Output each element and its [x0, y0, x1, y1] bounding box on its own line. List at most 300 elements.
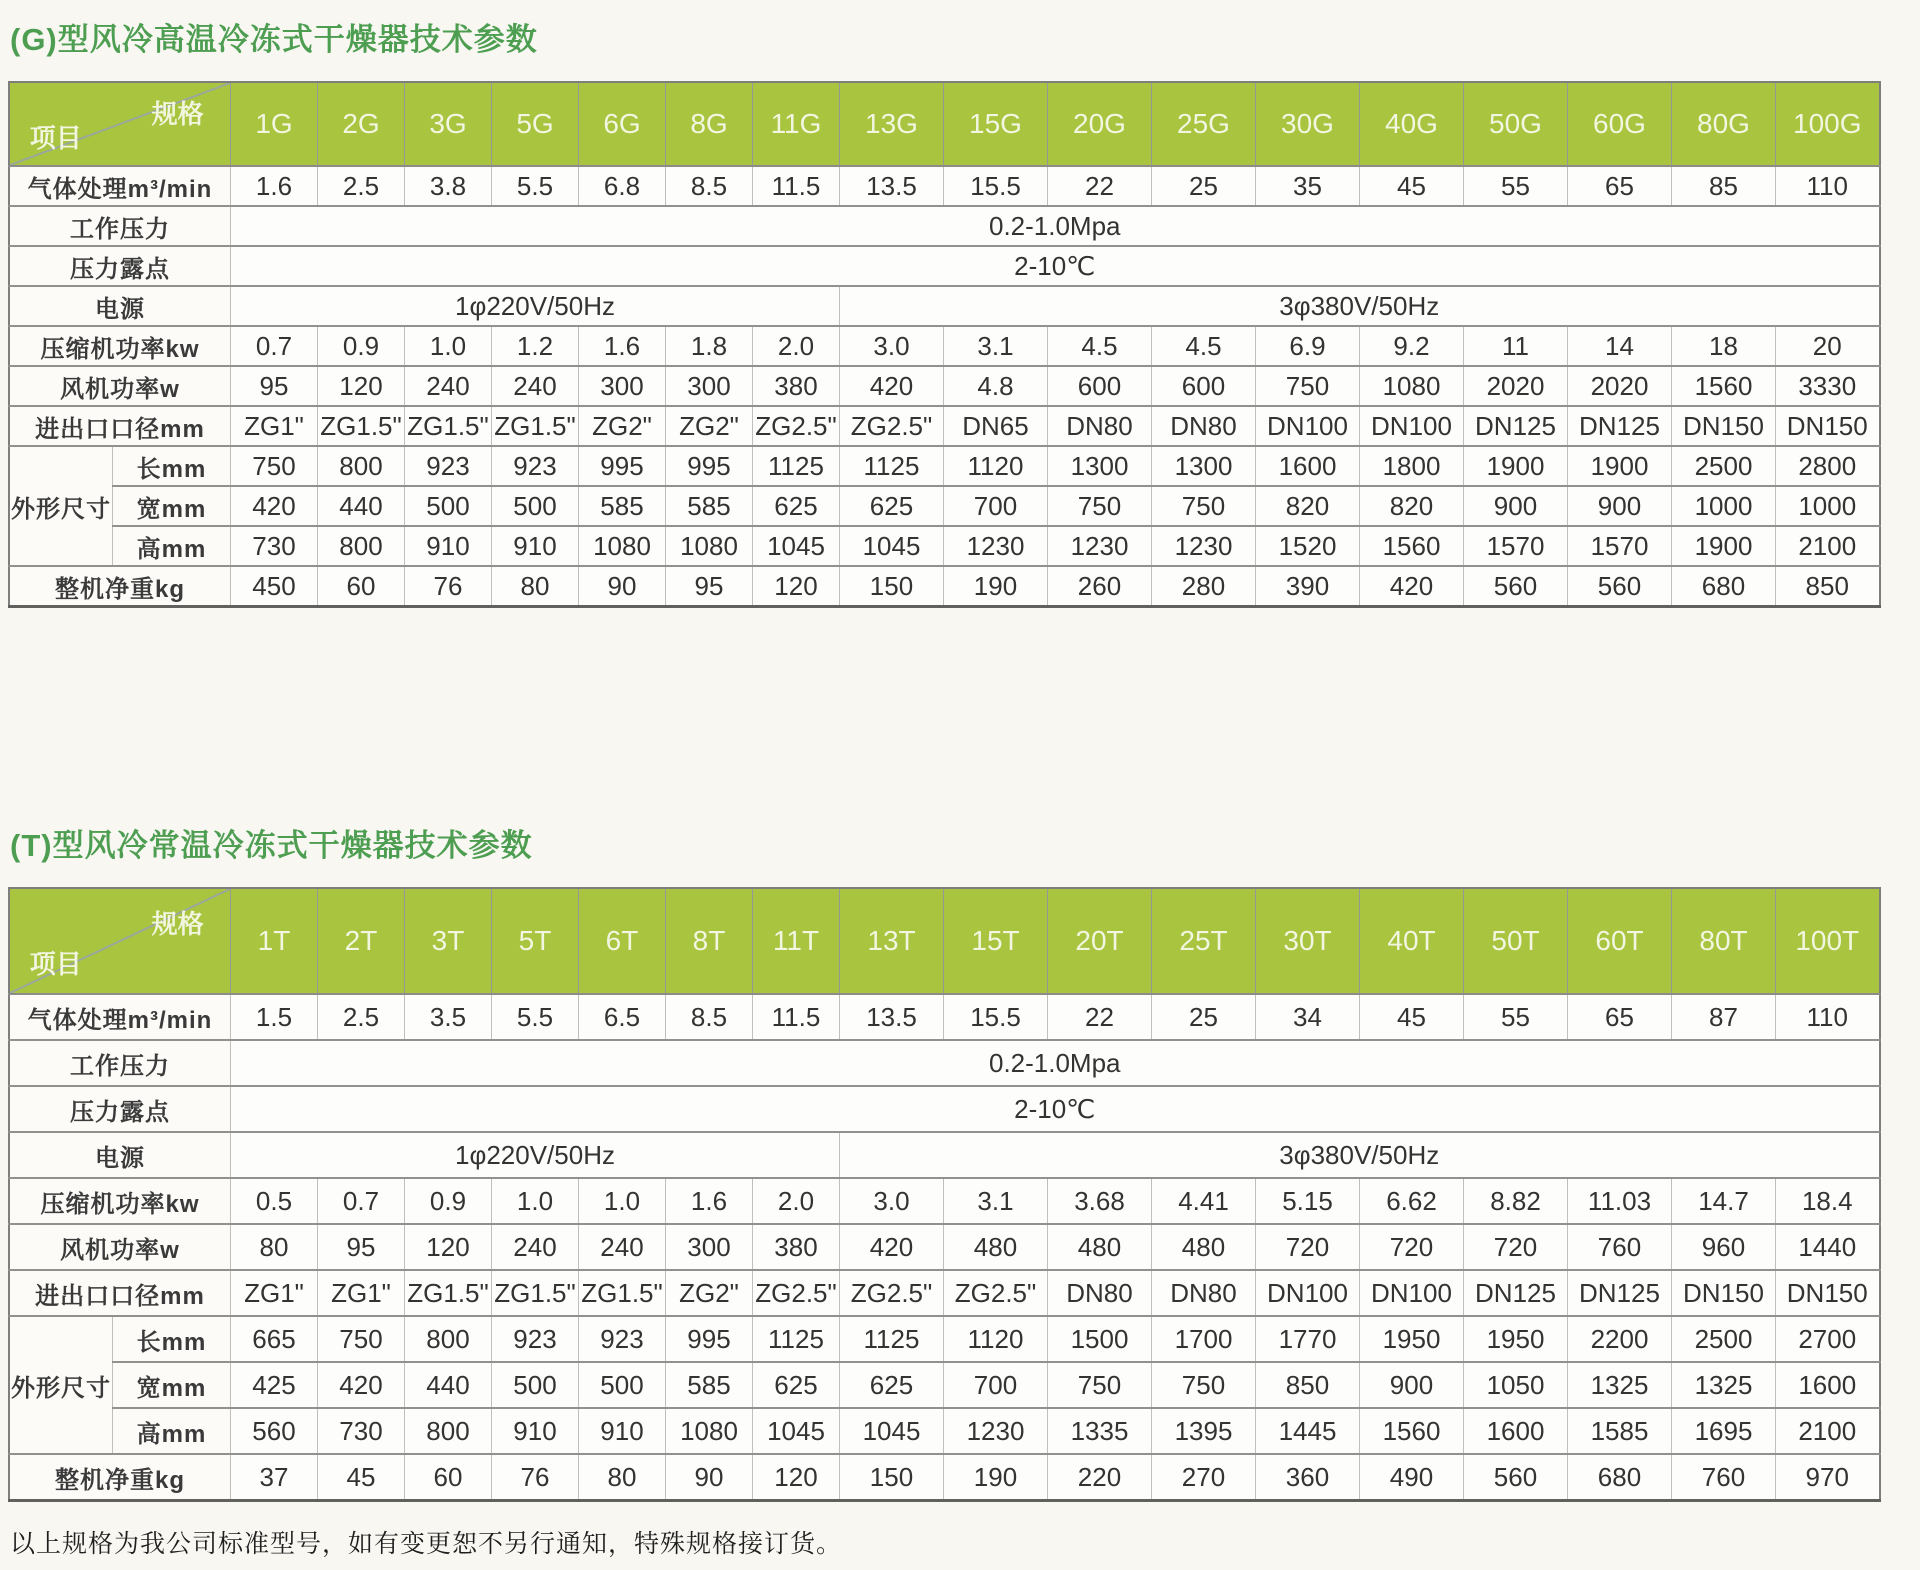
value-cell: 1900	[1568, 446, 1672, 486]
value-cell: 2800	[1776, 446, 1880, 486]
value-cell: 600	[1048, 366, 1152, 406]
value-cell: 55	[1464, 994, 1568, 1040]
value-cell: 2020	[1568, 366, 1672, 406]
value-cell: 1560	[1672, 366, 1776, 406]
value-cell: 2.0	[753, 326, 840, 366]
value-cell: DN80	[1152, 406, 1256, 446]
value-cell: 3.68	[1048, 1178, 1152, 1224]
value-cell: 1900	[1672, 526, 1776, 566]
value-cell: 4.5	[1048, 326, 1152, 366]
value-cell: DN100	[1256, 406, 1360, 446]
value-cell: 3330	[1776, 366, 1880, 406]
value-cell: 750	[1048, 486, 1152, 526]
column-header: 5T	[492, 888, 579, 994]
value-cell: 270	[1152, 1454, 1256, 1501]
row-label: 气体处理m³/min	[9, 166, 231, 206]
value-cell: 2.5	[318, 994, 405, 1040]
value-cell: DN80	[1152, 1270, 1256, 1316]
value-cell: 2500	[1672, 446, 1776, 486]
value-cell: 910	[405, 526, 492, 566]
value-cell: 1600	[1464, 1408, 1568, 1454]
value-cell: 995	[666, 446, 753, 486]
value-cell: 750	[1048, 1362, 1152, 1408]
value-cell: 1500	[1048, 1316, 1152, 1362]
value-cell: ZG2.5"	[944, 1270, 1048, 1316]
value-cell: 37	[231, 1454, 318, 1501]
column-header: 40G	[1360, 82, 1464, 166]
value-cell: 750	[318, 1316, 405, 1362]
merged-value-cell-right: 3φ380V/50Hz	[840, 286, 1880, 326]
row-label: 外形尺寸	[9, 1316, 113, 1454]
value-cell: 1700	[1152, 1316, 1256, 1362]
value-cell: 6.5	[579, 994, 666, 1040]
value-cell: 360	[1256, 1454, 1360, 1501]
table-row	[9, 326, 1880, 366]
row-label: 工作压力	[9, 206, 231, 246]
value-cell: 0.7	[231, 326, 318, 366]
value-cell: 1560	[1360, 1408, 1464, 1454]
value-cell: DN100	[1360, 406, 1464, 446]
value-cell: 3.1	[944, 326, 1048, 366]
value-cell: DN150	[1672, 1270, 1776, 1316]
row-label: 进出口口径mm	[9, 406, 231, 446]
value-cell: 8.82	[1464, 1178, 1568, 1224]
value-cell: 390	[1256, 566, 1360, 607]
value-cell: 260	[1048, 566, 1152, 607]
value-cell: 60	[405, 1454, 492, 1501]
value-cell: 910	[579, 1408, 666, 1454]
value-cell: 14.7	[1672, 1178, 1776, 1224]
value-cell: 850	[1776, 566, 1880, 607]
row-sublabel: 高mm	[113, 526, 231, 566]
value-cell: 750	[1152, 1362, 1256, 1408]
value-cell: 480	[1048, 1224, 1152, 1270]
value-cell: 3.8	[405, 166, 492, 206]
row-label: 外形尺寸	[9, 446, 113, 566]
value-cell: ZG1.5"	[492, 1270, 579, 1316]
value-cell: 120	[753, 1454, 840, 1501]
row-label: 电源	[9, 286, 231, 326]
value-cell: ZG2"	[666, 406, 753, 446]
value-cell: DN150	[1672, 406, 1776, 446]
value-cell: 1.0	[405, 326, 492, 366]
column-header: 2G	[318, 82, 405, 166]
table-row	[9, 1178, 1880, 1224]
row-label: 风机功率w	[9, 366, 231, 406]
row-label: 电源	[9, 1132, 231, 1178]
value-cell: 1300	[1048, 446, 1152, 486]
value-cell: 1.5	[231, 994, 318, 1040]
column-header: 8G	[666, 82, 753, 166]
column-header: 5G	[492, 82, 579, 166]
value-cell: 45	[1360, 166, 1464, 206]
value-cell: 300	[666, 1224, 753, 1270]
value-cell: 480	[944, 1224, 1048, 1270]
value-cell: 800	[318, 526, 405, 566]
value-cell: 450	[231, 566, 318, 607]
value-cell: 1045	[840, 1408, 944, 1454]
table-row	[9, 446, 1880, 486]
value-cell: 500	[492, 1362, 579, 1408]
value-cell: 1230	[944, 526, 1048, 566]
value-cell: 1585	[1568, 1408, 1672, 1454]
corner-item-label: 项目	[29, 948, 82, 979]
column-header: 50T	[1464, 888, 1568, 994]
value-cell: 500	[492, 486, 579, 526]
value-cell: 95	[666, 566, 753, 607]
value-cell: ZG1.5"	[405, 1270, 492, 1316]
value-cell: 2700	[1776, 1316, 1880, 1362]
column-header: 6G	[579, 82, 666, 166]
value-cell: 440	[318, 486, 405, 526]
value-cell: 1120	[944, 446, 1048, 486]
value-cell: 76	[405, 566, 492, 607]
value-cell: 1050	[1464, 1362, 1568, 1408]
value-cell: 22	[1048, 166, 1152, 206]
value-cell: 700	[944, 486, 1048, 526]
value-cell: ZG1.5"	[579, 1270, 666, 1316]
value-cell: 1.6	[666, 1178, 753, 1224]
value-cell: 900	[1360, 1362, 1464, 1408]
value-cell: 34	[1256, 994, 1360, 1040]
value-cell: ZG1"	[318, 1270, 405, 1316]
value-cell: 1600	[1256, 446, 1360, 486]
value-cell: 14	[1568, 326, 1672, 366]
value-cell: 923	[492, 446, 579, 486]
value-cell: 3.1	[944, 1178, 1048, 1224]
g-table-title: (G)型风冷高温冷冻式干燥器技术参数	[10, 22, 538, 57]
column-header: 50G	[1464, 82, 1568, 166]
table-row	[9, 166, 1880, 206]
value-cell: 1230	[944, 1408, 1048, 1454]
row-label: 风机功率w	[9, 1224, 231, 1270]
value-cell: 1.2	[492, 326, 579, 366]
value-cell: 1560	[1360, 526, 1464, 566]
value-cell: 95	[318, 1224, 405, 1270]
row-label: 工作压力	[9, 1040, 231, 1086]
value-cell: ZG2"	[579, 406, 666, 446]
value-cell: 800	[405, 1408, 492, 1454]
value-cell: 6.8	[579, 166, 666, 206]
header-row	[9, 82, 1880, 166]
value-cell: 4.8	[944, 366, 1048, 406]
value-cell: 0.5	[231, 1178, 318, 1224]
value-cell: 490	[1360, 1454, 1464, 1501]
header-row	[9, 888, 1880, 994]
value-cell: 8.5	[666, 166, 753, 206]
value-cell: 90	[666, 1454, 753, 1501]
value-cell: 60	[318, 566, 405, 607]
value-cell: 560	[1464, 566, 1568, 607]
value-cell: ZG2"	[666, 1270, 753, 1316]
value-cell: 750	[1256, 366, 1360, 406]
value-cell: 110	[1776, 166, 1880, 206]
value-cell: 300	[579, 366, 666, 406]
value-cell: 1000	[1672, 486, 1776, 526]
value-cell: 0.9	[318, 326, 405, 366]
table-row	[9, 1362, 1880, 1408]
table-row	[9, 206, 1880, 246]
column-header: 1T	[231, 888, 318, 994]
value-cell: 80	[231, 1224, 318, 1270]
value-cell: 380	[753, 1224, 840, 1270]
value-cell: 90	[579, 566, 666, 607]
value-cell: 35	[1256, 166, 1360, 206]
value-cell: 120	[318, 366, 405, 406]
value-cell: 1900	[1464, 446, 1568, 486]
value-cell: 18.4	[1776, 1178, 1880, 1224]
column-header: 25G	[1152, 82, 1256, 166]
row-label: 压力露点	[9, 246, 231, 286]
value-cell: 2.0	[753, 1178, 840, 1224]
value-cell: 1570	[1568, 526, 1672, 566]
value-cell: 1.0	[579, 1178, 666, 1224]
value-cell: 1125	[840, 446, 944, 486]
value-cell: 910	[492, 1408, 579, 1454]
table-row	[9, 406, 1880, 446]
value-cell: 560	[1464, 1454, 1568, 1501]
value-cell: 2500	[1672, 1316, 1776, 1362]
value-cell: 625	[840, 486, 944, 526]
value-cell: 65	[1568, 166, 1672, 206]
value-cell: 820	[1360, 486, 1464, 526]
row-label: 压缩机功率kw	[9, 326, 231, 366]
value-cell: DN150	[1776, 1270, 1880, 1316]
row-sublabel: 长mm	[113, 446, 231, 486]
row-sublabel: 长mm	[113, 1316, 231, 1362]
value-cell: ZG1.5"	[405, 406, 492, 446]
value-cell: 4.5	[1152, 326, 1256, 366]
value-cell: ZG1"	[231, 406, 318, 446]
column-header: 80G	[1672, 82, 1776, 166]
value-cell: 1125	[840, 1316, 944, 1362]
merged-value-cell: 0.2-1.0Mpa	[231, 1040, 1880, 1086]
column-header: 1G	[231, 82, 318, 166]
value-cell: 910	[492, 526, 579, 566]
value-cell: 3.0	[840, 1178, 944, 1224]
row-label: 整机净重kg	[9, 566, 231, 607]
value-cell: 2.5	[318, 166, 405, 206]
value-cell: DN80	[1048, 406, 1152, 446]
value-cell: 220	[1048, 1454, 1152, 1501]
merged-value-cell-left: 1φ220V/50Hz	[231, 286, 840, 326]
value-cell: 440	[405, 1362, 492, 1408]
value-cell: 87	[1672, 994, 1776, 1040]
value-cell: 625	[753, 1362, 840, 1408]
column-header: 11G	[753, 82, 840, 166]
value-cell: 20	[1776, 326, 1880, 366]
value-cell: 1045	[753, 1408, 840, 1454]
value-cell: DN125	[1568, 1270, 1672, 1316]
row-label: 整机净重kg	[9, 1454, 231, 1501]
value-cell: 150	[840, 1454, 944, 1501]
value-cell: 420	[318, 1362, 405, 1408]
value-cell: 560	[1568, 566, 1672, 607]
value-cell: 420	[1360, 566, 1464, 607]
value-cell: 2100	[1776, 526, 1880, 566]
table-row	[9, 286, 1880, 326]
value-cell: 13.5	[840, 166, 944, 206]
value-cell: 923	[492, 1316, 579, 1362]
value-cell: 380	[753, 366, 840, 406]
value-cell: 1045	[753, 526, 840, 566]
value-cell: 55	[1464, 166, 1568, 206]
value-cell: 1125	[753, 1316, 840, 1362]
column-header: 80T	[1672, 888, 1776, 994]
value-cell: 22	[1048, 994, 1152, 1040]
column-header: 100T	[1776, 888, 1880, 994]
value-cell: 1080	[666, 1408, 753, 1454]
value-cell: 1.6	[579, 326, 666, 366]
column-header: 11T	[753, 888, 840, 994]
row-label: 压力露点	[9, 1086, 231, 1132]
value-cell: 15.5	[944, 166, 1048, 206]
column-header: 20G	[1048, 82, 1152, 166]
value-cell: 150	[840, 566, 944, 607]
column-header: 30G	[1256, 82, 1360, 166]
value-cell: 425	[231, 1362, 318, 1408]
value-cell: 680	[1672, 566, 1776, 607]
value-cell: DN100	[1360, 1270, 1464, 1316]
column-header: 6T	[579, 888, 666, 994]
value-cell: 190	[944, 1454, 1048, 1501]
value-cell: DN65	[944, 406, 1048, 446]
value-cell: 1950	[1360, 1316, 1464, 1362]
value-cell: 585	[579, 486, 666, 526]
row-label: 气体处理m³/min	[9, 994, 231, 1040]
value-cell: 18	[1672, 326, 1776, 366]
value-cell: 240	[492, 1224, 579, 1270]
value-cell: 1395	[1152, 1408, 1256, 1454]
value-cell: 900	[1464, 486, 1568, 526]
column-header: 2T	[318, 888, 405, 994]
column-header: 13T	[840, 888, 944, 994]
value-cell: 11.5	[753, 166, 840, 206]
value-cell: 95	[231, 366, 318, 406]
value-cell: 1.8	[666, 326, 753, 366]
corner-item-label: 项目	[29, 123, 82, 154]
value-cell: 80	[579, 1454, 666, 1501]
value-cell: 8.5	[666, 994, 753, 1040]
row-sublabel: 宽mm	[113, 1362, 231, 1408]
value-cell: 700	[944, 1362, 1048, 1408]
value-cell: 25	[1152, 994, 1256, 1040]
column-header: 20T	[1048, 888, 1152, 994]
value-cell: 850	[1256, 1362, 1360, 1408]
value-cell: DN125	[1464, 1270, 1568, 1316]
value-cell: 1125	[753, 446, 840, 486]
value-cell: 190	[944, 566, 1048, 607]
value-cell: DN125	[1464, 406, 1568, 446]
value-cell: 1520	[1256, 526, 1360, 566]
value-cell: 3.5	[405, 994, 492, 1040]
value-cell: 1.0	[492, 1178, 579, 1224]
value-cell: 1445	[1256, 1408, 1360, 1454]
value-cell: 800	[318, 446, 405, 486]
value-cell: 76	[492, 1454, 579, 1501]
value-cell: 120	[753, 566, 840, 607]
value-cell: 2100	[1776, 1408, 1880, 1454]
value-cell: 45	[318, 1454, 405, 1501]
value-cell: 420	[840, 1224, 944, 1270]
value-cell: 5.5	[492, 994, 579, 1040]
value-cell: 2020	[1464, 366, 1568, 406]
table-row	[9, 1316, 1880, 1362]
corner-cell	[9, 888, 231, 994]
value-cell: 1695	[1672, 1408, 1776, 1454]
value-cell: 680	[1568, 1454, 1672, 1501]
value-cell: ZG2.5"	[840, 1270, 944, 1316]
value-cell: 730	[231, 526, 318, 566]
value-cell: 1080	[666, 526, 753, 566]
value-cell: ZG2.5"	[753, 406, 840, 446]
value-cell: 11	[1464, 326, 1568, 366]
value-cell: 1950	[1464, 1316, 1568, 1362]
table-row	[9, 1408, 1880, 1454]
value-cell: 280	[1152, 566, 1256, 607]
table-row	[9, 246, 1880, 286]
value-cell: 5.5	[492, 166, 579, 206]
value-cell: 625	[840, 1362, 944, 1408]
value-cell: 600	[1152, 366, 1256, 406]
value-cell: 995	[666, 1316, 753, 1362]
value-cell: 240	[579, 1224, 666, 1270]
value-cell: 15.5	[944, 994, 1048, 1040]
value-cell: 720	[1464, 1224, 1568, 1270]
value-cell: ZG1.5"	[492, 406, 579, 446]
value-cell: 9.2	[1360, 326, 1464, 366]
merged-value-cell: 2-10℃	[231, 1086, 1880, 1132]
value-cell: 6.62	[1360, 1178, 1464, 1224]
t-series-spec-table	[8, 887, 1881, 1502]
value-cell: 240	[492, 366, 579, 406]
value-cell: 995	[579, 446, 666, 486]
value-cell: 800	[405, 1316, 492, 1362]
value-cell: 25	[1152, 166, 1256, 206]
column-header: 3G	[405, 82, 492, 166]
value-cell: 970	[1776, 1454, 1880, 1501]
table-row	[9, 1132, 1880, 1178]
column-header: 8T	[666, 888, 753, 994]
value-cell: 1120	[944, 1316, 1048, 1362]
value-cell: 2200	[1568, 1316, 1672, 1362]
value-cell: 110	[1776, 994, 1880, 1040]
merged-value-cell: 2-10℃	[231, 246, 1880, 286]
value-cell: 13.5	[840, 994, 944, 1040]
table-row	[9, 526, 1880, 566]
column-header: 25T	[1152, 888, 1256, 994]
g-series-spec-table	[8, 81, 1881, 608]
value-cell: 45	[1360, 994, 1464, 1040]
value-cell: 960	[1672, 1224, 1776, 1270]
column-header: 30T	[1256, 888, 1360, 994]
value-cell: ZG2.5"	[840, 406, 944, 446]
value-cell: 4.41	[1152, 1178, 1256, 1224]
value-cell: 11.03	[1568, 1178, 1672, 1224]
row-sublabel: 宽mm	[113, 486, 231, 526]
row-label: 进出口口径mm	[9, 1270, 231, 1316]
value-cell: 420	[231, 486, 318, 526]
value-cell: 6.9	[1256, 326, 1360, 366]
value-cell: DN125	[1568, 406, 1672, 446]
corner-cell	[9, 82, 231, 166]
value-cell: 1000	[1776, 486, 1880, 526]
value-cell: 85	[1672, 166, 1776, 206]
table-row	[9, 366, 1880, 406]
column-header: 13G	[840, 82, 944, 166]
merged-value-cell-left: 1φ220V/50Hz	[231, 1132, 840, 1178]
value-cell: 11.5	[753, 994, 840, 1040]
